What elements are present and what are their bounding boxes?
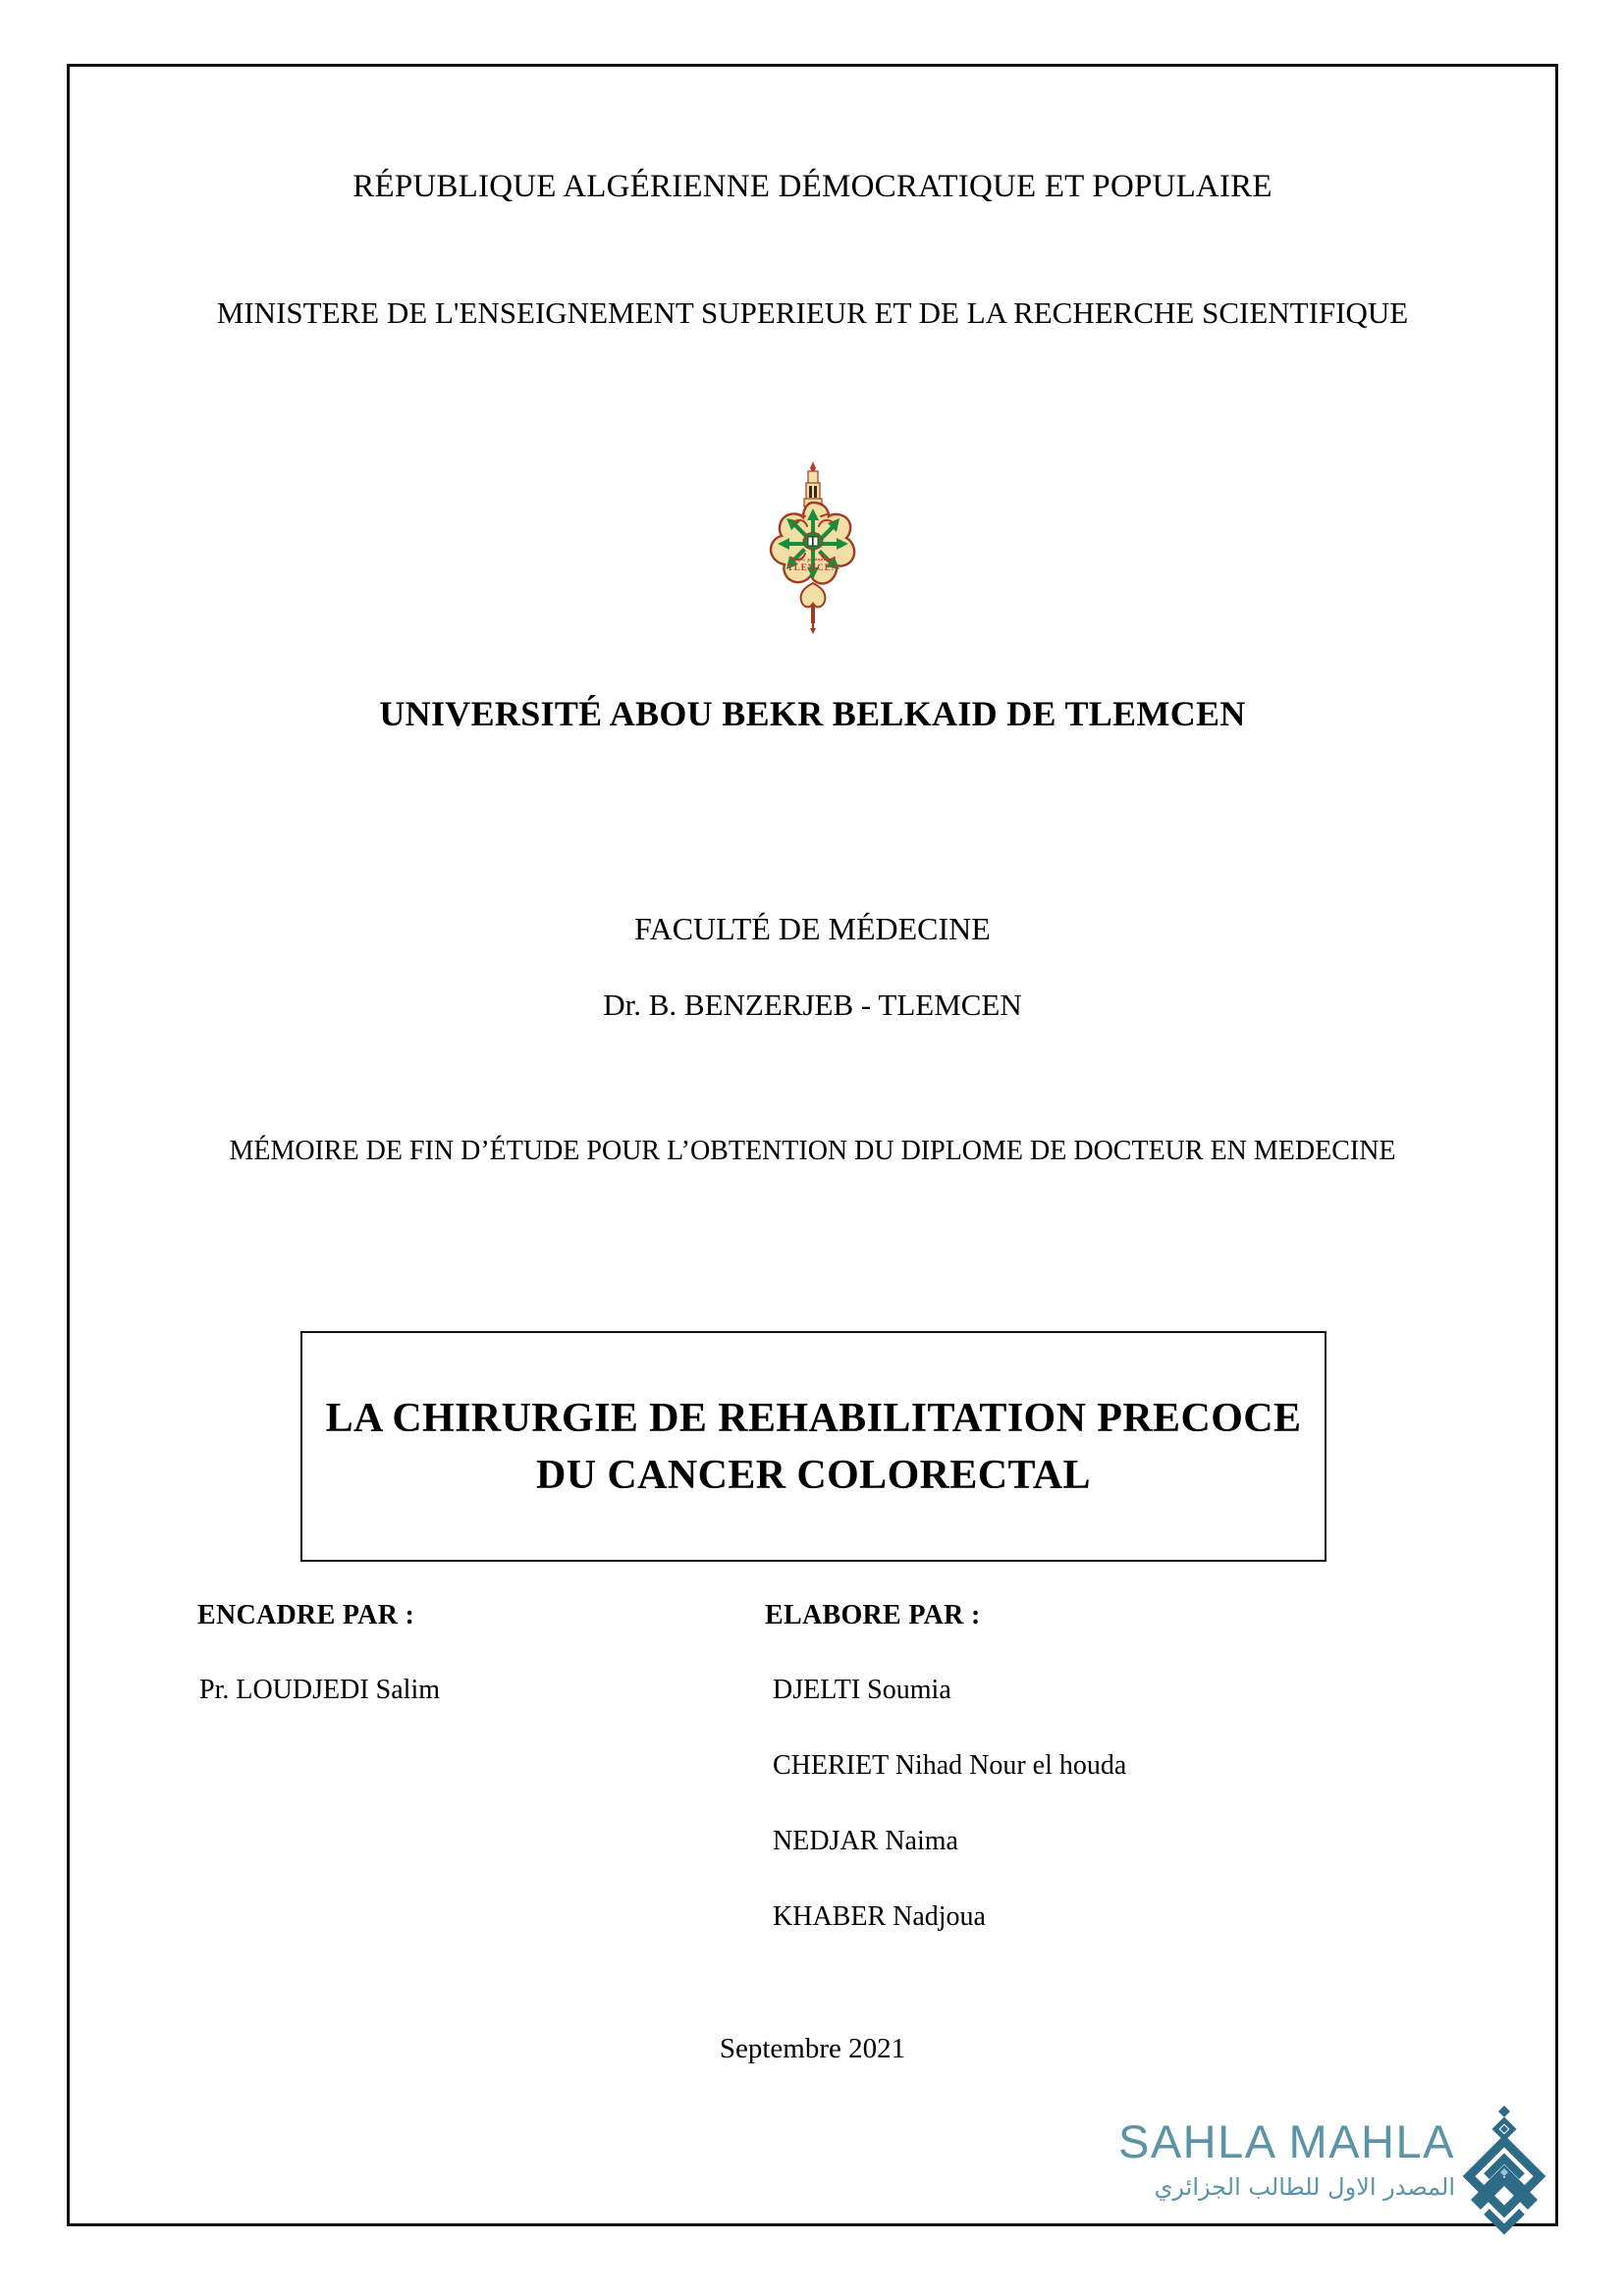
page-content [70, 67, 1555, 2223]
thesis-title-box [300, 1331, 1326, 1562]
faculty-name: FACULTÉ DE MÉDECINE [634, 911, 991, 946]
page-border [67, 64, 1558, 2226]
university-name: UNIVERSITÉ ABOU BEKR BELKAID DE TLEMCEN [379, 694, 1246, 733]
sahla-mahla-diamond-emblem-icon [1453, 2104, 1555, 2237]
author-name: KHABER Nadjoua [773, 1901, 986, 1932]
publication-date: Septembre 2021 [719, 2033, 906, 2064]
watermark-text-column [1062, 2115, 1455, 2204]
credits-section [70, 1600, 1555, 1932]
header-ministry-line: MINISTERE DE L'ENSEIGNEMENT SUPERIEUR ET DE LA RECHERCHE SCIENTIFIQUE [216, 295, 1409, 330]
thesis-title: LA CHIRURGIE DE REHABILITATION PRECOCE DU CANCER COLORECTAL [325, 1395, 1302, 1498]
supervisor-name: Pr. LOUDJEDI Salim [199, 1675, 440, 1705]
svg-text:TLEMCEN: TLEMCEN [786, 562, 839, 572]
authors-heading: ELABORE PAR : [765, 1600, 981, 1630]
supervisor-column [197, 1600, 708, 1749]
author-name: NEDJAR Naima [773, 1826, 958, 1856]
supervisor-heading: ENCADRE PAR : [197, 1600, 415, 1630]
service-name: Dr. B. BENZERJEB - TLEMCEN [603, 988, 1022, 1022]
header-republic-line: RÉPUBLIQUE ALGÉRIENNE DÉMOCRATIQUE ET POPULAIRE [352, 169, 1272, 204]
sahla-mahla-watermark [1062, 2115, 1553, 2243]
degree-statement: MÉMOIRE DE FIN D’ÉTUDE POUR L’OBTENTION DU DIPLOME DE DOCTEUR EN MEDECINE [229, 1136, 1396, 1166]
author-name: DJELTI Soumia [773, 1675, 951, 1705]
svg-text:جامعة ابو بكر: جامعة ابو بكر [797, 557, 828, 562]
university-emblem-icon [756, 459, 870, 636]
watermark-brand-name: SAHLA MAHLA [1117, 2115, 1455, 2167]
author-name: CHERIET Nihad Nour el houda [773, 1750, 1127, 1781]
watermark-tagline-arabic: المصدر الاول للطالب الجزائري [1154, 2173, 1455, 2201]
university-emblem-container [70, 459, 1555, 636]
authors-column [765, 1600, 1452, 1977]
